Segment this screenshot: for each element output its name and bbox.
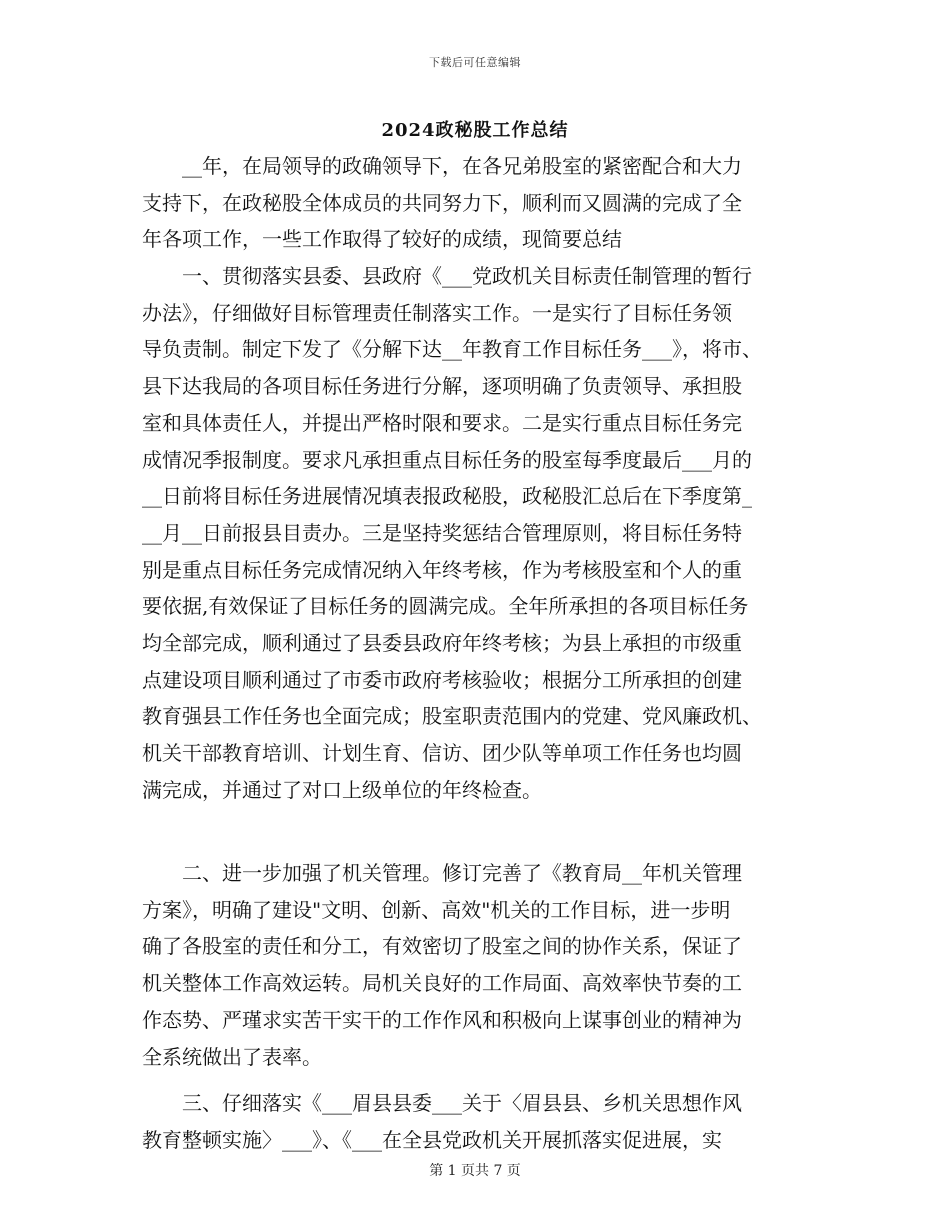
text-line: 点建设项目顺利通过了市委市政府考核验收；根据分工所承担的创建: [142, 667, 742, 692]
text-line: 县下达我局的各项目标任务进行分解，逐项明确了负责领导、承担股: [142, 374, 742, 399]
paragraph: [142, 1085, 810, 1158]
header-note: 下载后可任意编辑: [429, 56, 521, 69]
text-line: 方案》，明确了建设"文明、创新、高效"机关的工作目标，进一步明: [142, 897, 731, 922]
paragraph: [142, 258, 810, 845]
text-line: 全系统做出了表率。: [142, 1044, 322, 1069]
page-number-footer: 第 1 页共 7 页: [429, 1163, 521, 1179]
text-line: __月__日前报县目责办。三是坚持奖惩结合管理原则，将目标任务特: [142, 520, 742, 545]
text-line: 教育整顿实施〉___》、《___在全县党政机关开展抓落实促进展，实: [142, 1127, 722, 1152]
text-line: 教育强县工作任务也全面完成；股室职责范围内的党建、党风廉政机、: [142, 704, 762, 729]
text-line: 年各项工作，一些工作取得了较好的成绩，现简要总结: [142, 227, 622, 252]
text-line: 要依据,有效保证了目标任务的圆满完成。全年所承担的各项目标任务: [142, 594, 749, 619]
paragraph: [142, 855, 810, 1075]
document-body: [142, 148, 810, 1159]
paragraph: [142, 148, 810, 258]
text-line: __日前将目标任务进展情况填表报政秘股，政秘股汇总后在下季度第_: [142, 484, 752, 509]
text-line: 一、贯彻落实县委、县政府《___党政机关目标责任制管理的暂行: [182, 264, 752, 289]
text-line: 满完成，并通过了对口上级单位的年终检查。: [142, 777, 542, 802]
text-line: __年，在局领导的政确领导下，在各兄弟股室的紧密配合和大力: [182, 154, 742, 178]
text-line: 导负责制。制定下发了《分解下达__年教育工作目标任务___》，将市、: [142, 337, 762, 362]
text-line: 作态势、严瑾求实苦干实干的工作作风和积极向上谋事创业的精神为: [142, 1007, 742, 1032]
paragraph-gap: [142, 1075, 810, 1085]
text-line: 机关干部教育培训、计划生育、信访、团少队等单项工作任务也均圆: [142, 741, 742, 765]
text-line: 三、仔细落实《___眉县县委___关于〈眉县县、乡机关思想作风: [182, 1091, 742, 1116]
text-line: 确了各股室的责任和分工，有效密切了股室之间的协作关系，保证了: [142, 934, 742, 959]
text-line: 别是重点目标任务完成情况纳入年终考核，作为考核股室和个人的重: [142, 557, 742, 582]
text-line: 二、进一步加强了机关管理。修订完善了《教育局__年机关管理: [182, 861, 742, 886]
text-line: 办法》，仔细做好目标管理责任制落实工作。一是实行了目标任务领: [142, 300, 732, 325]
text-line: 支持下，在政秘股全体成员的共同努力下，顺利而又圆满的完成了全: [142, 190, 742, 215]
text-line: 均全部完成，顺利通过了县委县政府年终考核；为县上承担的市级重: [142, 630, 742, 655]
text-line: 成情况季报制度。要求凡承担重点目标任务的股室每季度最后___月的: [142, 447, 752, 472]
text-line: [142, 808, 810, 845]
text-line: 室和具体责任人，并提出严格时限和要求。二是实行重点目标任务完: [142, 410, 742, 435]
text-line: 机关整体工作高效运转。局机关良好的工作局面、高效率快节奏的工: [142, 971, 742, 996]
paragraph-gap: [142, 845, 810, 855]
document-title: 2024政秘股工作总结: [381, 120, 569, 141]
